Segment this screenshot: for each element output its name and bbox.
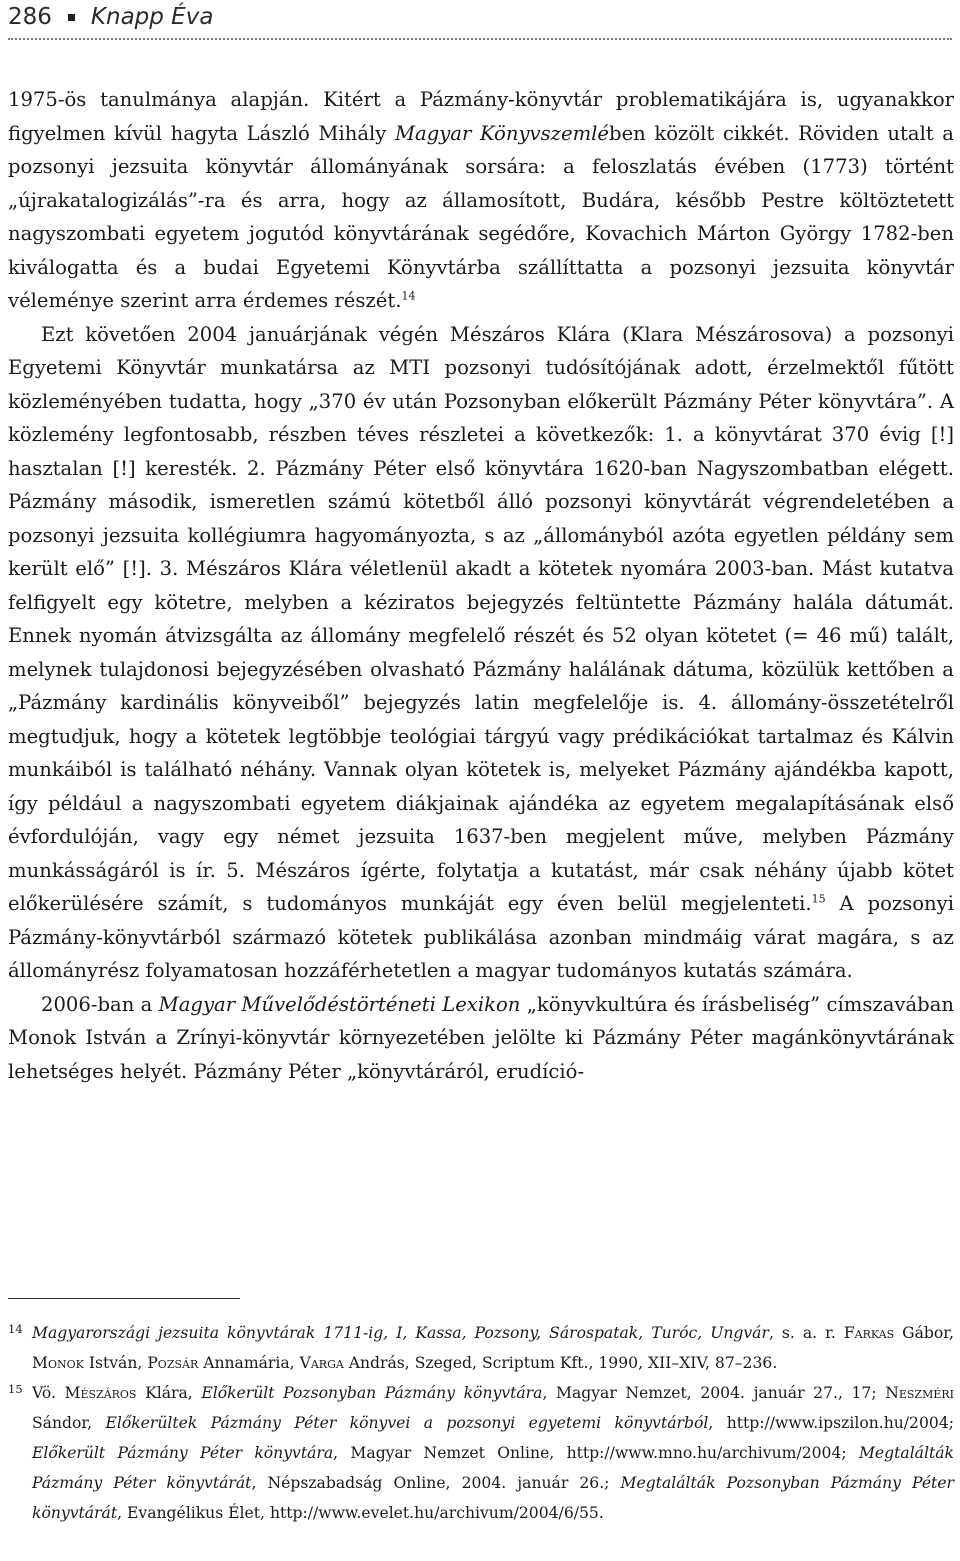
paragraph-2-tail: A pozsonyi Pázmány-könyvtárból származó kötetek publikálása azonban mindmáig várat magára, s az állományrész folyamatosan hozzáférhetetlen a magyar tudományos kutatás számára. (8, 892, 954, 982)
footnote-italic: Előkerült Pázmány Péter könyvtára (32, 1444, 334, 1462)
footnote-author-name: Pozsár (147, 1354, 199, 1372)
paragraph-3-text-b: „könyvkultúra és írásbeliség” címszavában Monok István a Zrínyi-könyvtár környezetében jelölte ki Pázmány Péter magánkönyvtárának lehetséges helyét. Pázmány Péter „könyvtáráról, erudíció- (8, 992, 954, 1083)
footnote-segment[interactable]: , Evangélikus Élet, http://www.evelet.hu/archivum/2004/6/55. (117, 1504, 604, 1522)
paragraph-1 (8, 83, 954, 318)
footnote-italic: Megtalálták Pozsonyban Pázmány Péter könyvtárát (32, 1474, 954, 1522)
footnote-segment: , Népszabadság Online, 2004. január 26.; (251, 1474, 621, 1492)
footnote-ref-15[interactable]: 15 (811, 892, 826, 906)
footnote-number: 14 (8, 1322, 23, 1336)
square-bullet-icon (68, 14, 75, 21)
footnote-author-name: Mészáros (64, 1384, 137, 1402)
footnote-italic: Megtalálták Pázmány Péter könyvtárát (32, 1444, 954, 1492)
footnote-segment: István, (83, 1354, 148, 1372)
footnote-segment: Sándor, (32, 1414, 106, 1432)
footnote-italic: Előkerült Pozsonyban Pázmány könyvtára (201, 1384, 543, 1402)
footnote-segment: Klára, (136, 1384, 202, 1402)
footnote-author-name: Farkas (843, 1324, 895, 1342)
footnote-segment: Annamária, (198, 1354, 300, 1372)
footnote-segment: András, Szeged, Scriptum Kft., 1990, XII–XIV, 87–236. (343, 1354, 778, 1372)
paragraph-3-text-a: 2006-ban a (41, 992, 159, 1016)
footnote-segment[interactable]: , Magyar Nemzet Online, http://www.mno.hu/archivum/2004; (333, 1444, 859, 1462)
paragraph-3 (8, 988, 954, 1089)
footnote-segment[interactable]: , http://www.ipszilon.hu/2004; (708, 1414, 955, 1432)
paragraph-1-text-b: ben közölt cikkét. Röviden utalt a pozsonyi jezsuita könyvtár állományának sorsára: a feloszlatás évében (1773) történt „újrakatalogizálás”-ra és arra, hogy az államosított, Budára, később Pestre költöztetett nagyszombati egyetem jogutód könyvtárának segédőre, Kovachich Márton György 1782-ben kiválogatta és a budai Egyetemi Könyvtárba szállíttatta a pozsonyi jezsuita könyvtár véleménye szerint arra érdemes részét. (8, 121, 954, 312)
footnote-15 (8, 1378, 954, 1528)
footnotes (8, 1318, 954, 1528)
footnote-segment: , s. a. r. (768, 1324, 844, 1342)
footnote-14 (8, 1318, 954, 1378)
paragraph-1-text-a: 1975-ös tanulmánya alapján. Kitért a Pázmány-könyvtár problematikájára is, ugyanakkor figyelmen kívül hagyta László Mihály (8, 88, 954, 145)
footnote-author-name: Neszméri (885, 1384, 954, 1402)
footnote-separator (8, 1298, 240, 1299)
footnote-segment: Gábor, (894, 1324, 954, 1342)
footnote-segment: , Magyar Nemzet, 2004. január 27., 17; (542, 1384, 886, 1402)
paragraph-2 (8, 318, 954, 988)
running-header (8, 0, 213, 34)
paragraph-1-italic-title: Magyar Könyvszemlé (394, 121, 610, 145)
page-number: 286 (8, 4, 52, 30)
footnote-text (32, 1378, 954, 1528)
footnote-ref-14[interactable]: 14 (401, 289, 416, 303)
footnote-number: 15 (8, 1382, 23, 1396)
footnote-author-name: Varga (299, 1354, 344, 1372)
header-dotted-rule (8, 38, 952, 40)
footnote-italic: Magyarországi jezsuita könyvtárak 1711-ig, I, Kassa, Pozsony, Sárospatak, Turóc, Ungvár (32, 1324, 769, 1342)
body-text (8, 83, 954, 1088)
paragraph-3-italic-title: Magyar Művelődéstörténeti Lexikon (158, 992, 521, 1016)
footnote-segment: Vö. (32, 1384, 65, 1402)
footnote-author-name: Monok (32, 1354, 84, 1372)
running-header-author: Knapp Éva (90, 4, 214, 30)
footnote-italic: Előkerültek Pázmány Péter könyvei a pozsonyi egyetemi könyvtárból (105, 1414, 709, 1432)
footnote-text (32, 1318, 954, 1378)
paragraph-2-text: Ezt követően 2004 januárjának végén Mészáros Klára (Klara Mészárosova) a pozsonyi Egyetemi Könyvtár munkatársa az MTI pozsonyi tudósítójának adott, érzelmektől fűtött közleményében tudatta, hogy „370 év után Pozsonyban előkerült Pázmány Péter könyvtára”. A közlemény legfontosabb, részben téves részletei a következők: 1. a könyvtárat 370 évig [!] hasztalan [!] keresték. 2. Pázmány Péter első könyvtára 1620-ban Nagyszombatban elégett. Pázmány második, ismeretlen számú kötetből álló pozsonyi könyvtárát végrendeletében a pozsonyi jezsuita kollégiumra hagyományozta, s az „állományból azóta egyetlen példány sem került elő” [!]. 3. Mészáros Klára véletlenül akadt a kötetek nyomára 2003-ban. Mást kutatva felfigyelt egy kötetre, melyben a kéziratos bejegyzés feltüntette Pázmány halála dátumát. Ennek nyomán átvizsgálta az állomány megfelelő részét és 52 olyan kötetet (= 46 mű) talált, melynek tulajdonosi bejegyzésében olvasható Pázmány halálának dátuma, közülük kettőben a „Pázmány kardinális könyveiből” bejegyzés latin megfelelője is. 4. állomány-összetételről megtudjuk, hogy a kötetek legtöbbje teológiai tárgyú vagy prédikációkat tartalmaz és Kálvin munkáiból is található néhány. Vannak olyan kötetek is, melyeket Pázmány ajándékba kapott, így például a nagyszombati egyetem diákjainak ajándéka az egyetem megalapításának első évfordulóján, vagy egy német jezsuita 1637-ben megjelent műve, melyben Pázmány munkásságáról is ír. 5. Mészáros ígérte, folytatja a kutatást, már csak néhány újabb kötet előkerülésére számít, s tudományos munkáját egy éven belül megjelenteti. (8, 322, 954, 915)
